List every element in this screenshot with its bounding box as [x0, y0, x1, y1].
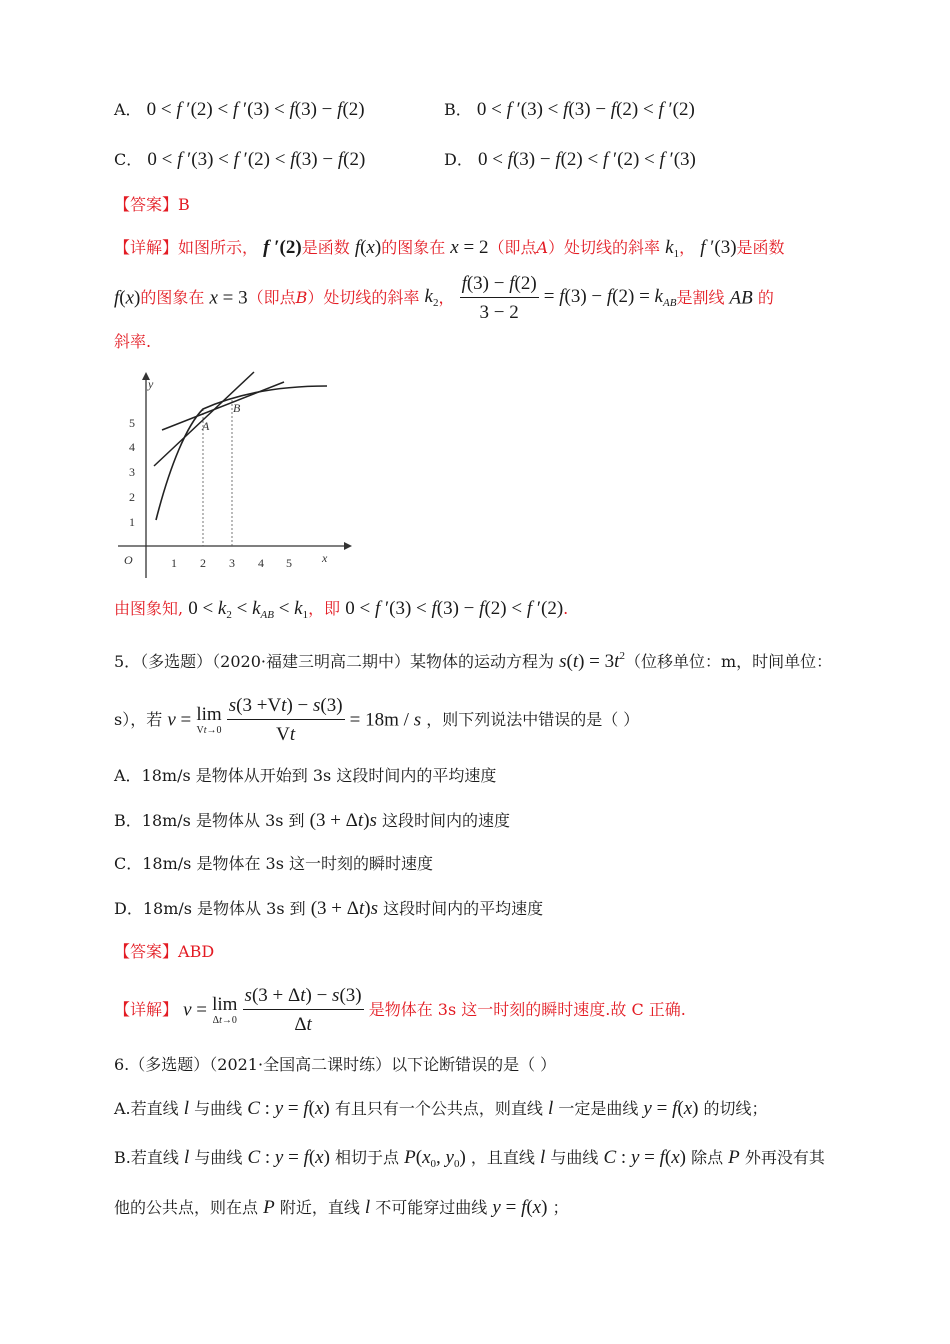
v-eq: v = [183, 999, 208, 1021]
line-l: l [183, 1098, 190, 1119]
q5-detail [114, 986, 686, 1034]
x-eq-2: x = 2 [450, 237, 489, 258]
option-label: A． [114, 100, 142, 119]
option-label: C． [114, 150, 143, 169]
curve-c: C : y = f(x) [247, 1147, 330, 1168]
answer-tag: 【答案】 [114, 195, 179, 214]
detail-text: ， [679, 238, 696, 257]
q5-stem-line2 [114, 696, 639, 744]
x-eq-3: x = 3 [209, 287, 248, 309]
fx: f(x) [354, 237, 382, 258]
option-text: 有且只有一个公共点，则直线 [334, 1099, 543, 1118]
q5-option-c: C．18m/s 是物体在 3s 这一时刻的瞬时速度 [114, 854, 434, 873]
derivative-f2: f ′(2) [263, 237, 302, 258]
limit-value: = 18m / s [349, 709, 422, 731]
detail-text: 是函数 [301, 238, 350, 257]
x-axis-label: x [322, 551, 328, 565]
detail-text: ）处切线的斜率 [307, 288, 420, 307]
q5-option-b [114, 811, 510, 830]
q6-option-b-line1 [114, 1148, 825, 1170]
detail-text: 如图所示， [178, 238, 259, 257]
stem-text: 5．（多选题）（2020·福建三明高二期中）某物体的运动方程为 [114, 652, 554, 671]
option-text: 外再没有其 [744, 1148, 825, 1167]
q5-stem-line1 [114, 651, 832, 671]
conclusion-text: ，即 [308, 599, 341, 618]
option-text: 不可能穿过曲线 [375, 1198, 488, 1217]
option-text: 附近，直线 [279, 1198, 360, 1217]
y-tick-label: 4 [129, 440, 135, 454]
q4-option-c [114, 150, 365, 169]
k2: $k_2$ [424, 286, 439, 309]
option-text: 的切线； [703, 1099, 768, 1118]
line-l: l [539, 1147, 546, 1168]
q4-option-d [444, 150, 696, 169]
x-tick-label: 4 [258, 556, 264, 570]
curve-fx [156, 386, 327, 520]
point-a-label: A [202, 419, 210, 433]
x-tick-label: 1 [171, 556, 177, 570]
detail-text: 是物体在 3s 这一时刻的瞬时速度.故 C 正确. [368, 1000, 686, 1019]
limit-operator: lim Vt→0 [196, 703, 222, 736]
y-tick-label: 1 [129, 515, 135, 529]
detail-text: 的图象在 [140, 288, 205, 307]
curve-eq: y = f(x) [492, 1197, 548, 1218]
option-text: B.若直线 [114, 1148, 179, 1167]
difference-quotient: $\frac{s(3 +Vt) - s(3)}{Vt}$ [228, 695, 343, 745]
option-text: ，且直线 [470, 1148, 535, 1167]
v-eq: v = [167, 709, 192, 731]
detail-text: 的图象在 [381, 238, 446, 257]
stem-text: s），若 [114, 710, 163, 729]
y-axis-label: y [148, 377, 154, 391]
curve-eq: y = f(x) [643, 1098, 699, 1119]
option-text: 相切于点 [335, 1148, 400, 1167]
option-label: B． [444, 100, 472, 119]
answer-tag: 【答案】 [114, 942, 179, 961]
motion-equation: $s(t) = 3t^2$ [559, 650, 625, 672]
q5-answer [114, 944, 214, 960]
option-text: 一定是曲线 [558, 1099, 639, 1118]
detail-text: ）处切线的斜率 [548, 238, 661, 257]
y-tick-label: 3 [129, 465, 135, 479]
conclusion-text: 由图象知, [114, 599, 184, 618]
stem-text: （位移单位：m，时间单位： [624, 652, 833, 671]
option-text: 与曲线 [194, 1148, 243, 1167]
derivative-f3: f ′(3) [700, 237, 737, 258]
option-text: 这段时间内的平均速度 [383, 899, 544, 918]
option-text: B．18m/s 是物体从 3s 到 [114, 811, 305, 830]
y-tick-label: 2 [129, 490, 135, 504]
detail-text: （即点 [247, 288, 296, 307]
q6-option-a [114, 1099, 768, 1118]
point-b-label: B [233, 401, 241, 415]
option-a-math: 0 < f ′(2) < f ′(3) < f(3) − f(2) [146, 99, 365, 120]
fx: f(x) [114, 287, 141, 309]
detail-text: 的 [757, 288, 774, 307]
q5-option-a: A．18m/s 是物体从开始到 3s 这段时间内的平均速度 [114, 766, 497, 785]
origin-label: O [124, 553, 133, 567]
detail-text: ， [438, 288, 455, 307]
q4-conclusion [114, 599, 568, 621]
option-c-math: 0 < f ′(3) < f ′(2) < f(3) − f(2) [147, 149, 366, 170]
option-text: 与曲线 [550, 1148, 599, 1167]
option-d-math: 0 < f(3) − f(2) < f ′(2) < f ′(3) [477, 149, 696, 170]
secant-slope: = $f(3) - f(2) = k_{AB}$ [543, 286, 677, 309]
k1: $k_1$ [665, 237, 680, 260]
point-p: P [728, 1147, 740, 1168]
q4-detail-line2: f(x)的图象在 x = 3（即点B）处切线的斜率 $k_2$， $\frac{f(3) - f(2)}{3 - 2}$ = $f(3) - f(2) = k_{AB}$是割线 AB 的 [114, 273, 774, 323]
q4-option-a [114, 100, 365, 119]
secant-fraction: $\frac{f(3) - f(2)}{3 - 2}$ [461, 273, 537, 323]
q6-stem: 6.（多选题）（2021·全国高二课时练）以下论断错误的是（ ） [114, 1055, 557, 1074]
q4-detail-line1: 【详解】如图所示， f ′(2)是函数 f(x)的图象在 x = 2（即点A）处切线的斜率 $k_1$， f ′(3)是函数 [114, 237, 785, 260]
detail-text: （即点 [488, 238, 537, 257]
curve-c: C : y = f(x) [603, 1147, 686, 1168]
q5-option-d [114, 899, 543, 918]
point-p0: $P(x_0$, $y_0$) [404, 1147, 466, 1170]
tangent-at-b [162, 382, 284, 430]
q4-detail-line3: 斜率. [114, 332, 152, 351]
difference-quotient: $\frac{s(3 + \Delta t) - s(3)}{\Delta t}$ [244, 985, 362, 1035]
answer-value: B [178, 195, 190, 214]
y-tick-label: 5 [129, 416, 135, 430]
option-label: D． [444, 150, 473, 169]
line-l: l [547, 1098, 554, 1119]
curve-c: C : y = f(x) [247, 1098, 330, 1119]
x-tick-label: 5 [286, 556, 292, 570]
detail-text: 是割线 [676, 288, 725, 307]
line-l: l [364, 1197, 371, 1218]
x-tick-label: 2 [200, 556, 206, 570]
option-text: 除点 [691, 1148, 724, 1167]
x-axis-arrow [344, 542, 352, 550]
q6-option-b-line2 [114, 1198, 569, 1217]
point-p: P [263, 1197, 275, 1218]
q4-answer [114, 197, 190, 213]
limit-operator: lim Δt→0 [212, 993, 238, 1026]
line-l: l [183, 1147, 190, 1168]
detail-text: 是函数 [736, 238, 785, 257]
option-text: A.若直线 [114, 1099, 179, 1118]
x-tick-label: 3 [229, 556, 235, 570]
ab: AB [729, 287, 753, 309]
function-graph [112, 370, 352, 582]
option-text: 他的公共点，则在点 [114, 1198, 259, 1217]
detail-tag: 【详解】 [114, 1000, 179, 1019]
stem-text: ，则下列说法中错误的是（ ） [426, 710, 640, 729]
option-b-math: 0 < f ′(3) < f(3) − f(2) < f ′(2) [476, 99, 695, 120]
option-text: D．18m/s 是物体从 3s 到 [114, 899, 306, 918]
interval-expr: (3 + Δt)s [310, 898, 378, 919]
f-inequality: 0 < f ′(3) < f(3) − f(2) < f ′(2) [345, 598, 564, 619]
q4-option-b [444, 100, 695, 119]
option-text: 这段时间内的速度 [382, 811, 511, 830]
answer-value: ABD [178, 942, 215, 961]
conclusion-text: . [563, 599, 569, 618]
k-inequality: $0 < k_2 < k_{AB} < k_1$ [188, 598, 309, 621]
option-text: ； [552, 1198, 569, 1217]
interval-expr: (3 + Δt)s [309, 810, 377, 831]
detail-tag: 【详解】 [114, 238, 179, 257]
option-text: 与曲线 [194, 1099, 243, 1118]
